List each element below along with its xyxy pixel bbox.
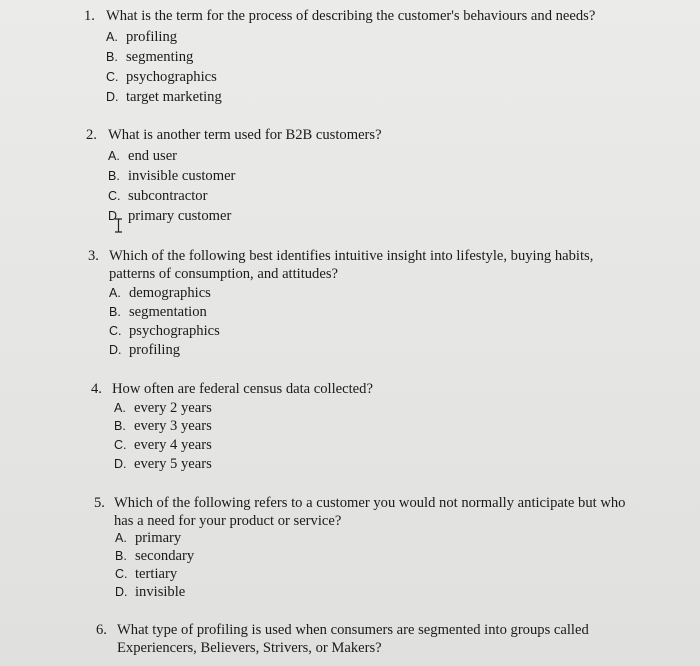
option-text: tertiary (135, 566, 178, 582)
option-d[interactable] (106, 88, 222, 106)
option-d[interactable] (108, 207, 231, 225)
option-text: primary customer (128, 208, 232, 224)
question-5 (0, 494, 700, 604)
option-text: target marketing (126, 89, 222, 105)
option-a[interactable] (106, 28, 177, 46)
option-text: psychographics (129, 323, 220, 339)
option-d[interactable] (114, 455, 212, 473)
question-number: 1. (84, 8, 95, 24)
option-text: primary (135, 530, 182, 546)
option-text: segmenting (126, 49, 194, 65)
option-b[interactable] (106, 48, 193, 66)
option-letter: C. (106, 70, 119, 84)
question-2 (0, 126, 700, 226)
option-b[interactable] (109, 303, 207, 321)
option-letter: B. (108, 169, 120, 183)
question-text-line-1: Which of the following refers to a customer you would not normally anticipate but who (114, 495, 626, 511)
question-6 (0, 621, 700, 661)
option-c[interactable] (108, 187, 207, 205)
option-a[interactable] (115, 529, 181, 547)
option-letter: A. (106, 30, 118, 44)
question-text-line-1: Which of the following best identifies intuitive insight into lifestyle, buying habits, (109, 248, 594, 264)
question-text: What is another term used for B2B customers? (108, 127, 382, 143)
option-text: every 2 years (134, 400, 212, 416)
option-d[interactable] (109, 341, 180, 359)
option-text: psychographics (126, 69, 217, 85)
option-letter: C. (108, 189, 121, 203)
option-text: subcontractor (128, 188, 208, 204)
question-text-line-1: What type of profiling is used when consumers are segmented into groups called (117, 622, 589, 638)
option-letter: D. (114, 457, 127, 471)
option-c[interactable] (114, 436, 212, 454)
question-text-line-2: Experiencers, Believers, Strivers, or Makers? (117, 640, 382, 656)
option-text: invisible (135, 584, 186, 600)
option-letter: D. (106, 90, 119, 104)
option-letter: B. (109, 305, 121, 319)
option-b[interactable] (108, 167, 235, 185)
option-letter: B. (114, 419, 126, 433)
question-number: 6. (96, 622, 107, 638)
option-letter: B. (106, 50, 118, 64)
question-text: How often are federal census data collected? (112, 381, 373, 397)
option-c[interactable] (109, 322, 220, 340)
option-letter: B. (115, 549, 127, 563)
question-3 (0, 247, 700, 362)
question-number: 5. (94, 495, 105, 511)
option-b[interactable] (115, 547, 194, 565)
option-text: secondary (135, 548, 195, 564)
option-text: every 3 years (134, 418, 212, 434)
option-text: every 4 years (134, 437, 212, 453)
option-a[interactable] (108, 147, 177, 165)
question-1 (0, 7, 700, 107)
option-d[interactable] (115, 583, 185, 601)
option-letter: A. (115, 531, 127, 545)
option-text: profiling (126, 29, 178, 45)
option-b[interactable] (114, 417, 212, 435)
option-letter: C. (114, 438, 127, 452)
option-letter: A. (109, 286, 121, 300)
question-text: What is the term for the process of describing the customer's behaviours and needs? (106, 8, 596, 24)
question-4 (0, 380, 700, 475)
option-text: every 5 years (134, 456, 212, 472)
option-letter: D. (108, 209, 121, 223)
question-number: 4. (91, 381, 102, 397)
option-a[interactable] (109, 284, 211, 302)
option-text: end user (128, 148, 178, 164)
option-letter: D. (109, 343, 122, 357)
option-letter: C. (115, 567, 128, 581)
option-text: segmentation (129, 304, 207, 320)
option-text: profiling (129, 342, 181, 358)
option-text: demographics (129, 285, 211, 301)
question-number: 3. (88, 248, 99, 264)
option-text: invisible customer (128, 168, 236, 184)
text-cursor-icon (114, 218, 123, 233)
option-c[interactable] (115, 565, 177, 583)
question-number: 2. (86, 127, 97, 143)
question-text-line-2: has a need for your product or service? (114, 513, 342, 529)
option-letter: A. (108, 149, 120, 163)
question-text-line-2: patterns of consumption, and attitudes? (109, 266, 338, 282)
option-letter: C. (109, 324, 122, 338)
option-letter: A. (114, 401, 126, 415)
option-a[interactable] (114, 399, 212, 417)
option-c[interactable] (106, 68, 217, 86)
option-letter: D. (115, 585, 128, 599)
